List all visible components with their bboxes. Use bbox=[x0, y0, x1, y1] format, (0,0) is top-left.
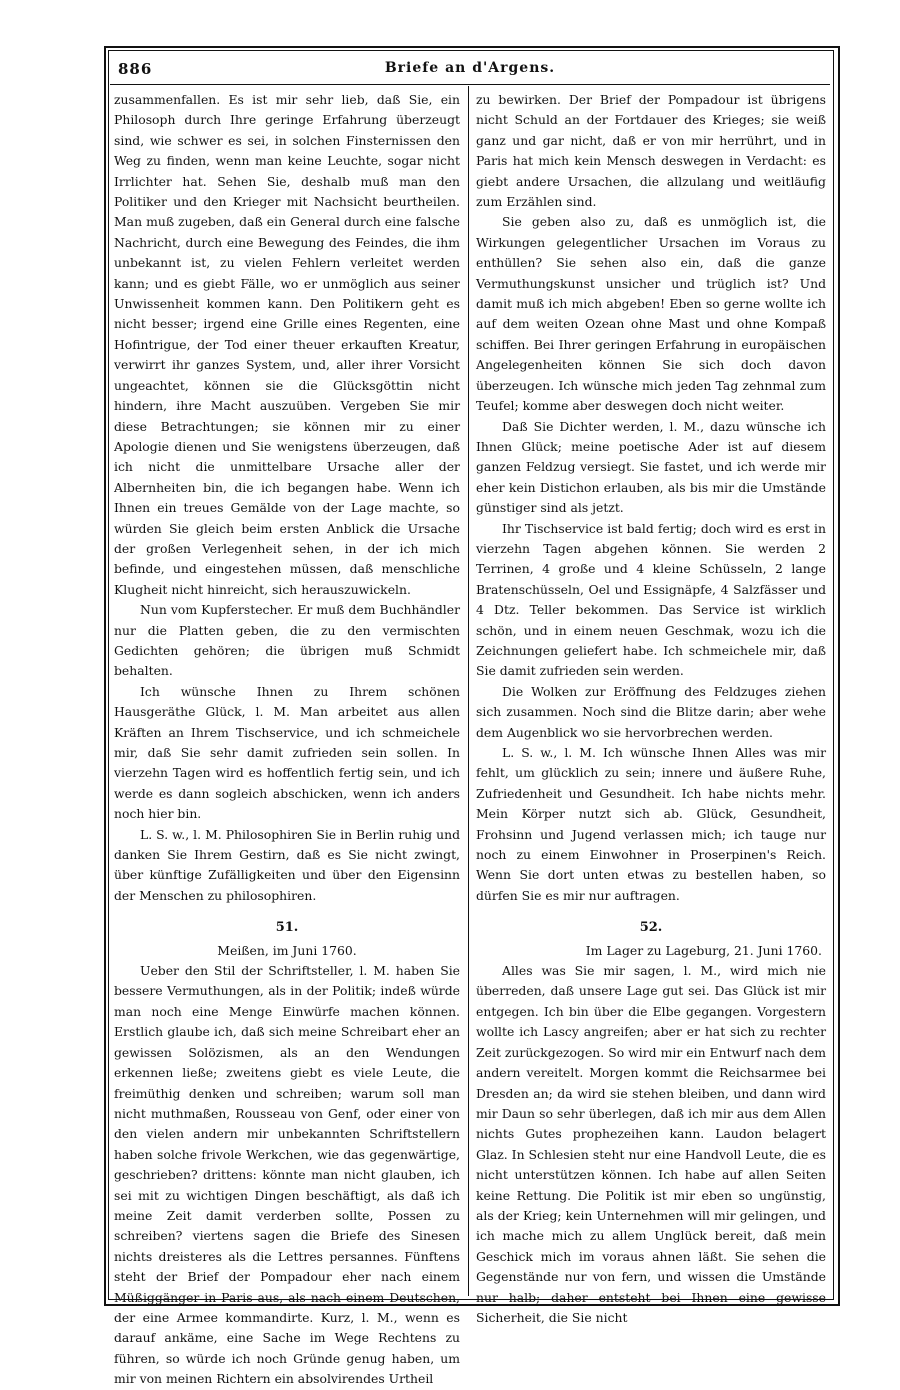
paragraph: L. S. w., l. M. Ich wünsche Ihnen Alles was mir fehlt, um glücklich zu sein; innere und äußere Ruhe, Zufriedenheit und Gesundheit. Ich habe nichts mehr. Mein Körper nutzt sich ab. Glück, Gesundheit, Frohsinn und Jugend verlassen mich; ich tauge nur noch zu einem Einwohner in Proserpinen's Reich. Wenn Sie dort unten etwas zu bestellen haben, so dürfen Sie es mir nur auftragen. bbox=[476, 745, 826, 903]
letter-number: 52. bbox=[639, 920, 663, 936]
right-column bbox=[476, 90, 826, 1325]
running-head-title: Briefe an d'Argens. bbox=[384, 60, 556, 76]
paragraph: Ich wünsche Ihnen zu Ihrem schönen Hausgeräthe Glück, l. M. Man arbeitet aus allen Kräften an Ihrem Tischservice, und ich schmeichele mir, daß Sie sehr damit zufrieden sein sollen. In vierzehn Tagen wird es hoffentlich fertig sein, und ich werde es dann sogleich abschicken, wenn ich anders noch hier bin. bbox=[114, 683, 460, 822]
running-header bbox=[110, 54, 830, 85]
left-column bbox=[114, 90, 460, 1387]
paragraph: L. S. w., l. M. Philosophiren Sie in Berlin ruhig und danken Sie Ihrem Gestirn, daß es Sie nicht zwingt, über künftige Zufälligkeiten und über den Eigensinn der Menschen zu philosophiren. bbox=[114, 826, 460, 903]
column-divider bbox=[468, 86, 469, 1296]
paragraph: zusammenfallen. Es ist mir sehr lieb, daß Sie, ein Philosoph durch Ihre geringe Erfahrung überzeugt sind, wie schwer es sei, in solchen Finsternissen den Weg zu finden, wenn man keine Leuchte, sogar nicht Irrlichter hat. Sehen Sie, deshalb muß man den Politiker und den Krieger mit Nachsicht beurtheilen. Man muß zugeben, daß ein General durch eine falsche Nachricht, durch eine Bewegung des Feindes, die ihm unbekannt ist, zu vielen Fehlern verleitet werden kann; und es giebt Fälle, wo er unmöglich aus seiner Unwissenheit kommen kann. Den Politikern geht es nicht besser; irgend eine Grille eines Regenten, eine Hofintrigue, der Tod einer theuer erkauften Kreatur, verwirrt ihr ganzes System, und, aller ihrer Vorsicht ungeachtet, können sie die Glücksgöttin nicht hindern, ihre Macht auszuüben. Vergeben Sie mir diese Betrachtungen; sie können mir zu einer Apologie dienen und Sie wenigstens überzeugen, daß ich nicht die unmittelbare Ursache aller der Albernheiten bin, die ich begangen habe. Wenn ich Ihnen ein treues Gemälde von der Lage machte, so würden Sie gleich beim ersten Anblick die Ursache der großen Verlegenheit sehen, in der ich mich befinde, und eingestehen müssen, daß menschliche Klugheit nicht hinreicht, sich herauszuwickeln. bbox=[114, 92, 460, 597]
paragraph: Daß Sie Dichter werden, l. M., dazu wünsche ich Ihnen Glück; meine poetische Ader ist auf diesem ganzen Feldzug versiegt. Sie fastet, und ich werde mir eher kein Distichon erlauben, als bis mir die Umstände günstiger sind als jetzt. bbox=[476, 418, 826, 516]
paragraph: Die Wolken zur Eröffnung des Feldzuges ziehen sich zusammen. Noch sind die Blitze darin; aber wehe dem Augenblick wo sie hervorbrechen werden. bbox=[476, 683, 826, 740]
paragraph: Alles was Sie mir sagen, l. M., wird mich nie überreden, daß unsere Lage gut sei. Das Glück ist mir entgegen. Ich bin über die Elbe gegangen. Vorgestern wollte ich Lascy angreifen; aber er hat sich zu rechter Zeit zurückgezogen. So wird mir ein Entwurf nach dem andern vereitelt. Morgen kommt die Reichsarmee bei Dresden an; da wird sie stehen bleiben, und dann wird mir Daun so sehr überlegen, daß ich mir aus dem Allen nichts Gutes prophezeihen kann. Laudon belagert Glaz. In Schlesien steht nur eine Handvoll Leute, die es nicht unterstützen können. Ich habe auf allen Seiten keine Rettung. Die Politik ist mir eben so ungünstig, als der Krieg; kein Unternehmen will mir gelingen, und ich mache mich zu allem Unglück bereit, daß mein Geschick mich im voraus ahnen läßt. Sie sehen die Gegenstände nur von fern, und wissen die Umstände nur halb; daher entsteht bei Ihnen eine gewisse Sicherheit, die Sie nicht bbox=[476, 963, 826, 1325]
paragraph: Nun vom Kupferstecher. Er muß dem Buchhändler nur die Platten geben, die zu den vermischten Gedichten gehören; die übrigen muß Schmidt behalten. bbox=[114, 602, 460, 679]
letter-number: 51. bbox=[275, 920, 299, 936]
letter-dateline: Meißen, im Juni 1760. bbox=[217, 942, 357, 958]
paragraph: Ueber den Stil der Schriftsteller, l. M. haben Sie bessere Vermuthungen, als in der Politik; indeß würde man noch eine Menge Einwürfe machen können. Erstlich glaube ich, daß sich meine Schreibart eher an gewissen Solözismen, als an den Wendungen erkennen ließe; zweitens giebt es viele Leute, die freimüthig denken und schreiben; warum soll man nicht muthmaßen, Rousseau von Genf, oder einer von den vielen andern mir unbekannten Schriftstellern haben solche frivole Werkchen, wie das gegenwärtige, geschrieben? drittens: könnte man nicht glauben, ich sei mit zu wichtigen Dingen beschäftigt, als daß ich meine Zeit damit verderben sollte, Possen zu schreiben? viertens sagen die Briefe des Sinesen nichts dreisteres als die Lettres persannes. Fünftens steht der Brief der Pompadour eher nach einem Müßiggänger in Paris aus, als nach einem Deutschen, der eine Armee kommandirte. Kurz, l. M., wenn es darauf ankäme, eine Sache im Wege Rechtens zu führen, so würde ich noch Gründe genug haben, um mir von meinen Richtern ein absolvirendes Urtheil bbox=[114, 963, 460, 1387]
page-number: 886 bbox=[118, 60, 153, 78]
paragraph: zu bewirken. Der Brief der Pompadour ist übrigens nicht Schuld an der Fortdauer des Krieges; sie weiß ganz und gar nicht, daß er von mir herrührt, und in Paris hat mich kein Mensch deswegen in Verdacht: es giebt andere Ursachen, die allzulang und weitläufig zum Erzählen sind. bbox=[476, 92, 826, 210]
paragraph: Ihr Tischservice ist bald fertig; doch wird es erst in vierzehn Tagen abgehen können. Sie werden 2 Terrinen, 4 große und 4 kleine Schüsseln, 2 lange Bratenschüsseln, Oel und Essignäpfe, 4 Salzfässer und 4 Dtz. Teller bekommen. Das Service ist wirklich schön, und in einem neuen Geschmak, wozu ich die Zeichnungen geliefert habe. Ich schmeichele mir, daß Sie damit zufrieden sein werden. bbox=[476, 520, 826, 679]
letter-dateline: Im Lager zu Lageburg, 21. Juni 1760. bbox=[585, 942, 822, 958]
paragraph: Sie geben also zu, daß es unmöglich ist, die Wirkungen gelegentlicher Ursachen im Voraus zu enthüllen? Sie sehen also ein, daß die ganze Vermuthungskunst unsicher und trüglich ist? Und damit muß ich mich abgeben! Eben so gerne wollte ich auf dem weiten Ozean ohne Mast und ohne Kompaß schiffen. Bei Ihrer geringen Erfahrung in europäischen Angelegenheiten können Sie sich doch davon überzeugen. Ich wünsche mich jeden Tag zehnmal zum Teufel; komme aber deswegen doch nicht weiter. bbox=[476, 214, 826, 414]
